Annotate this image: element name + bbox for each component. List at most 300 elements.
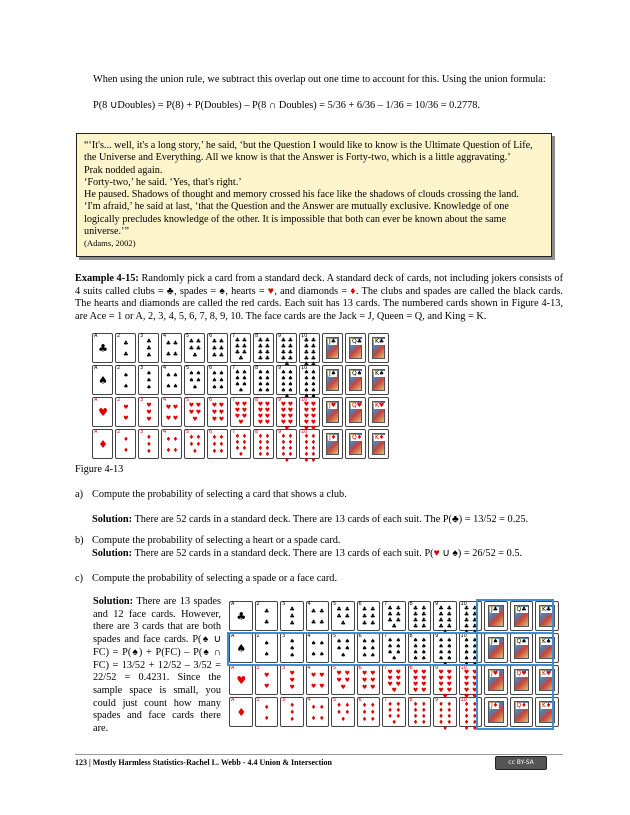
suit-pip: ♦ <box>241 439 248 446</box>
suit-pip: ♠ <box>98 374 108 387</box>
face-card-art <box>372 433 385 455</box>
face-card-art <box>514 637 530 659</box>
playing-card <box>306 601 330 631</box>
card-pips <box>303 370 317 392</box>
suit-pip: ♥ <box>241 401 248 408</box>
card-pips <box>259 670 276 692</box>
suit-pip: ♦ <box>280 451 287 458</box>
suit-pip: ♦ <box>257 433 264 440</box>
suit-pip: ♠ <box>257 369 264 376</box>
suit-pip: ♥ <box>303 407 310 414</box>
suit-pip: ♥ <box>195 401 202 409</box>
example-text: Randomly pick a card from a standard deck. A standard deck of cards, not including jokers consists of 4 suits called clubs = ♣, spades = ♠, hearts = <box>75 273 564 297</box>
suit-pip: ♠ <box>146 369 152 377</box>
suit-pip: ♣ <box>303 343 310 350</box>
card-rank: A <box>94 365 98 371</box>
suit-pip: ♥ <box>287 413 294 420</box>
card-pips <box>310 670 327 692</box>
question-label: c) <box>75 573 83 584</box>
card-rank: 5 <box>186 429 190 435</box>
suit-pip: ♠ <box>287 375 294 382</box>
card-pips <box>234 434 248 456</box>
suit-pip: ♦ <box>395 707 402 714</box>
question-label: b) <box>75 535 84 546</box>
suit-pip: ♠ <box>241 369 248 376</box>
suit-pip: ♠ <box>241 381 248 388</box>
playing-card <box>331 633 355 663</box>
card-rank: J♣ <box>329 338 337 345</box>
card-pips <box>142 370 156 392</box>
solution-text <box>92 513 562 526</box>
suit-pip: ♦ <box>446 719 453 726</box>
suit-pip: ♣ <box>412 611 419 618</box>
suit-pip: ♣ <box>361 605 368 613</box>
card-rank: 10 <box>460 601 467 607</box>
suit-pip: ♥ <box>218 416 225 424</box>
suit-pip: ♦ <box>421 713 427 720</box>
card-rank: 4 <box>163 333 167 339</box>
suit-pip: ♦ <box>146 440 152 448</box>
quote-line: ‘Forty-two,’ he said. ‘Yes, that's right.’ <box>84 176 242 188</box>
solution-body: There are 52 cards in a standard deck. There are 13 cards of each suit. P( <box>132 548 434 559</box>
face-card-art <box>539 701 555 723</box>
playing-card <box>138 397 159 427</box>
suit-pip: ♣ <box>172 339 179 347</box>
suit-pip: ♠ <box>257 381 264 388</box>
suit-pip: ♥ <box>146 416 152 424</box>
suit-pip: ♦ <box>310 703 317 711</box>
card-pips <box>257 370 271 392</box>
example-text: . The clubs and spades are called the black cards. The hearts and diamonds are called the red cards. Each suit has 13 cards. The numbered cards shown in Figure 4-13, are Ace = 1 or A, 2, 3, 4, 5, 6, 7, 8, 9, 10. The face cards are the Jack = J, Queen = Q, and King = K. <box>75 285 563 322</box>
suit-pip: ♠ <box>446 649 453 656</box>
card-rank: 10 <box>301 333 308 339</box>
card-rank: 4 <box>307 601 311 607</box>
suit-pip: ♥ <box>257 419 264 426</box>
card-pips <box>412 670 429 692</box>
suit-pip: ♠ <box>387 643 393 650</box>
card-rank: 3 <box>282 601 286 607</box>
card-rank: 2 <box>117 333 121 339</box>
suit-pip: ♦ <box>192 448 198 456</box>
playing-card <box>207 365 228 395</box>
suit-pip: ♥ <box>463 669 470 676</box>
playing-card <box>408 665 432 695</box>
card-rank: 7 <box>384 601 388 607</box>
suit-pip: ♦ <box>284 457 290 464</box>
suit-pip: ♠ <box>438 637 444 644</box>
suit-pip: ♥ <box>395 669 402 676</box>
face-card-art <box>488 701 504 723</box>
playing-card <box>408 633 432 663</box>
suit-pip: ♣ <box>241 349 248 356</box>
card-rank: 5 <box>333 633 337 639</box>
suit-pip: ♦ <box>344 701 351 709</box>
suit-pip: ♥ <box>257 407 264 414</box>
playing-card <box>408 601 432 631</box>
card-rank: K♣ <box>542 606 552 613</box>
card-rank: 2 <box>256 633 260 639</box>
suit-pip: ♣ <box>310 337 317 344</box>
face-card-art <box>539 637 555 659</box>
face-card-art <box>539 669 555 691</box>
suit-pip: ♦ <box>289 708 295 716</box>
suit-pip: ♥ <box>421 669 427 676</box>
suit-pip: ♠ <box>264 375 271 382</box>
card-pips <box>463 606 480 628</box>
card-rank: Q♦ <box>352 434 363 441</box>
suit-pip: ♠ <box>280 381 287 388</box>
suit-pip: ♠ <box>421 655 427 662</box>
suit-pip: ♣ <box>195 337 202 345</box>
card-rank: 10 <box>460 665 467 671</box>
suit-pip: ♠ <box>370 644 376 652</box>
suit-pip: ♠ <box>195 376 202 384</box>
suit-pip: ♥ <box>264 407 271 414</box>
playing-card <box>184 333 205 363</box>
suit-pip: ♠ <box>236 642 247 655</box>
suit-pip: ♠ <box>310 375 317 382</box>
playing-card <box>368 397 389 427</box>
suit-pip: ♥ <box>412 675 419 682</box>
playing-card <box>276 429 297 464</box>
suit-pip: ♥ <box>289 676 295 684</box>
suit-pip: ♦ <box>336 708 342 716</box>
suit-pip: ♥ <box>188 401 195 409</box>
card-pips <box>386 670 403 692</box>
suit-pip: ♣ <box>421 623 427 630</box>
suit-pip: ♠ <box>264 650 270 658</box>
suit-pip: ♣ <box>172 350 179 358</box>
suit-pip: ♦ <box>446 713 453 720</box>
card-rank: 4 <box>307 633 311 639</box>
suit-pip: ♥ <box>336 676 342 684</box>
suit-pip: ♦ <box>172 435 179 443</box>
suit-pip: ♠ <box>361 637 368 645</box>
playing-card <box>161 397 182 427</box>
suit-pip: ♥ <box>264 419 271 426</box>
suit-pip: ♥ <box>289 669 295 677</box>
card-rank: 9 <box>435 633 439 639</box>
suit-pip: ♣ <box>264 618 270 626</box>
suit-pip: ♦ <box>463 707 470 714</box>
suit-pip: ♦ <box>172 446 179 454</box>
playing-card <box>230 333 251 363</box>
playing-card <box>368 365 389 395</box>
suit-pip: ♣ <box>234 343 241 350</box>
card-rank: Q♣ <box>516 606 527 613</box>
suit-pip: ♠ <box>264 639 270 647</box>
quote-citation: (Adams, 2002) <box>84 238 136 249</box>
suit-pip: ♦ <box>438 713 444 720</box>
playing-card <box>276 397 297 427</box>
suit-pip: ♥ <box>387 675 393 682</box>
suit-pip: ♥ <box>310 413 317 420</box>
card-pips <box>119 434 133 456</box>
card-rank: 7 <box>232 429 236 435</box>
card-rank: 8 <box>409 697 413 703</box>
suit-pip: ♥ <box>289 684 295 692</box>
card-pips <box>211 402 225 424</box>
card-rank: 6 <box>358 665 362 671</box>
card-pips <box>310 606 327 628</box>
card-pips <box>310 638 327 660</box>
card-pips <box>437 701 454 732</box>
suit-pip: ♦ <box>195 440 202 448</box>
card-pips <box>119 370 133 392</box>
suit-pip: ♥ <box>211 401 218 409</box>
suit-pip: ♠ <box>165 382 172 390</box>
suit-pip: ♠ <box>438 649 444 656</box>
suit-pip: ♣ <box>310 618 317 626</box>
card-rank: 5 <box>333 665 337 671</box>
suit-pip: ♦ <box>303 445 310 452</box>
playing-card <box>331 601 355 631</box>
suit-pip: ♠ <box>238 387 244 394</box>
playing-card <box>229 697 253 727</box>
card-rank: 5 <box>333 601 337 607</box>
example-text: , and diamonds = <box>274 285 351 297</box>
card-rank: K♥ <box>375 402 385 409</box>
suit-pip: ♣ <box>438 617 444 624</box>
playing-card <box>322 397 343 427</box>
suit-pip: ♦ <box>303 451 310 458</box>
suit-pip: ♦ <box>310 457 317 464</box>
suit-pip: ♠ <box>412 655 419 662</box>
card-rank: Q♦ <box>516 702 527 709</box>
suit-pip: ♥ <box>172 403 179 411</box>
suit-pip: ♦ <box>421 701 427 708</box>
suit-pip: ♠ <box>472 649 478 656</box>
card-rank: 6 <box>209 365 213 371</box>
footer-divider <box>75 754 563 755</box>
playing-card <box>92 365 113 395</box>
playing-card <box>535 633 559 663</box>
suit-pip: ♦ <box>236 706 247 719</box>
suit-pip: ♦ <box>264 439 271 446</box>
face-card-art <box>326 401 339 423</box>
playing-card <box>382 697 406 727</box>
card-rank: 10 <box>301 397 308 403</box>
suit-pip: ♦ <box>344 708 351 716</box>
playing-card <box>280 665 304 695</box>
playing-card <box>484 601 508 631</box>
example-paragraph <box>75 273 563 323</box>
card-pips <box>284 638 301 660</box>
suit-pip: ♣ <box>412 617 419 624</box>
suit-pip: ♥ <box>344 669 351 677</box>
suit-pip: ♣ <box>238 355 244 362</box>
suit-pip: ♣ <box>472 611 478 618</box>
suit-pip: ♠ <box>280 375 287 382</box>
suit-pip: ♠ <box>472 655 478 662</box>
suit-pip: ♦ <box>165 435 172 443</box>
card-rank: 8 <box>255 397 259 403</box>
suit-pip: ♣ <box>391 623 397 630</box>
card-pips <box>280 433 294 464</box>
suit-pip: ♦ <box>234 433 241 440</box>
suit-pip: ♣ <box>218 352 225 360</box>
suit-pip: ♣ <box>165 350 172 358</box>
card-rank: A <box>94 333 98 339</box>
card-pips <box>259 638 276 660</box>
playing-card <box>306 665 330 695</box>
card-rank: 6 <box>209 397 213 403</box>
suit-pip: ♦ <box>303 433 310 440</box>
figure-caption: Figure 4-13 <box>75 464 124 475</box>
card-rank: 5 <box>333 697 337 703</box>
card-pips <box>257 402 271 424</box>
card-rank: 10 <box>301 429 308 435</box>
suit-pip: ♥ <box>370 684 376 692</box>
suit-pip: ♦ <box>195 433 202 441</box>
suit-pip: ♣ <box>387 617 393 624</box>
suit-pip: ♣ <box>336 612 342 620</box>
card-pips <box>165 370 179 392</box>
suit-pip: ♦ <box>280 445 287 452</box>
suit-pip: ♠ <box>421 643 427 650</box>
suit-pip: ♣ <box>395 605 402 612</box>
suit-pip: ♥ <box>303 413 310 420</box>
suit-pip: ♦ <box>188 440 195 448</box>
suit-pip: ♠ <box>303 369 310 376</box>
card-rank: 7 <box>232 365 236 371</box>
suit-pip: ♦ <box>287 433 294 440</box>
playing-card <box>280 633 304 663</box>
suit-pip: ♣ <box>264 349 271 356</box>
suit-pip: ♥ <box>370 676 376 684</box>
suit-pip: ♦ <box>395 701 402 708</box>
suit-pip: ♣ <box>438 611 444 618</box>
card-rank: 4 <box>163 397 167 403</box>
playing-card <box>357 601 381 631</box>
card-pips <box>188 434 202 456</box>
suit-pip: ♦ <box>234 445 241 452</box>
suit-pip: ♠ <box>289 637 295 645</box>
card-pips <box>437 638 454 660</box>
card-pips <box>119 402 133 424</box>
suit-pip: ♠ <box>361 652 368 660</box>
suit-pip: ♥ <box>361 669 368 677</box>
card-pips <box>361 670 378 692</box>
card-rank: 7 <box>384 633 388 639</box>
face-card-art <box>514 701 530 723</box>
playing-card <box>230 365 251 395</box>
suit-pip: ♦ <box>146 433 152 441</box>
suit-pip: ♦ <box>438 719 444 726</box>
card-pips <box>211 370 225 392</box>
suit-pip: ♠ <box>211 369 218 377</box>
suit-pip: ♥ <box>123 414 129 422</box>
suit-pip: ♣ <box>287 343 294 350</box>
card-rank: 2 <box>256 697 260 703</box>
suit-pip: ♥ <box>280 413 287 420</box>
suit-pip: ♦ <box>438 707 444 714</box>
suit-pip: ♣ <box>463 611 470 618</box>
card-pips <box>142 402 156 424</box>
playing-card <box>484 697 508 727</box>
playing-card <box>322 333 343 363</box>
suit-pip: ♥ <box>310 682 317 690</box>
playing-card <box>255 697 279 727</box>
suit-pip: ♣ <box>287 355 294 362</box>
solution-body: There are 13 spades and 12 face cards. However, there are 3 cards that are both spades and face cards. P(♠ ∪ FC) = P(♠) + P(FC) – P(♠ ∩ FC) = 13/52 + 12/52 – 3/52 = 22/52 = 0.4231. Since the sample space is small, you could just count how many spades and face cards there are. <box>93 596 221 735</box>
suit-pip: ♣ <box>257 349 264 356</box>
suit-pip: ♠ <box>412 637 419 644</box>
card-rank: 3 <box>282 665 286 671</box>
suit-pip: ♥ <box>387 681 393 688</box>
suit-pip: ♣ <box>310 343 317 350</box>
playing-card <box>92 333 113 363</box>
card-pips <box>412 606 429 628</box>
suit-pip: ♦ <box>264 714 270 722</box>
quote-line: He paused. Shadows of thought and memory crossed his face like the shadows of clouds crossing the land. <box>84 189 519 201</box>
card-rank: J♦ <box>329 434 337 441</box>
playing-card <box>510 633 534 663</box>
suit-pip: ♥ <box>319 682 325 690</box>
card-pips <box>412 702 429 724</box>
suit-pip: ♥ <box>264 671 270 679</box>
suit-pip: ♦ <box>218 448 225 456</box>
card-rank: 9 <box>435 697 439 703</box>
suit-pip: ♠ <box>287 369 294 376</box>
suit-pip: ♣ <box>123 350 129 358</box>
suit-pip: ♣ <box>421 605 427 612</box>
card-deck-highlighted <box>229 601 559 732</box>
suit-pip: ♥ <box>438 687 444 694</box>
suit-pip: ♣ <box>310 349 317 356</box>
card-pips <box>188 370 202 392</box>
suit-pip: ♦ <box>412 701 419 708</box>
suit-pip: ♣ <box>472 617 478 624</box>
playing-card <box>368 333 389 363</box>
suit-pip: ♥ <box>421 675 427 682</box>
suit-pip: ♥ <box>412 669 419 676</box>
playing-card <box>299 365 320 395</box>
suit-pip: ♥ <box>234 401 241 408</box>
playing-card <box>357 633 381 663</box>
suit-pip: ♦ <box>387 707 393 714</box>
suit-pip: ♥ <box>438 681 444 688</box>
suit-pip: ♣ <box>361 620 368 628</box>
suit-pip: ♥ <box>264 413 271 420</box>
quote-line: universe.’” <box>84 226 129 238</box>
card-pips <box>335 702 352 724</box>
card-rank: K♠ <box>375 370 385 377</box>
suit-pip: ♥ <box>472 687 478 694</box>
card-rank: K♣ <box>375 338 385 345</box>
suit-pip: ♠ <box>472 637 478 644</box>
card-rank: Q♣ <box>352 338 363 345</box>
playing-card <box>207 397 228 427</box>
suit-pip: ♠ <box>280 387 287 394</box>
suit-pip: ♦ <box>340 716 346 724</box>
suit-pip: ♠ <box>310 650 317 658</box>
card-pips <box>96 434 110 456</box>
card-rank: J♠ <box>491 638 499 645</box>
suit-pip: ♣ <box>310 355 317 362</box>
suit-pip: ♠ <box>241 375 248 382</box>
suit-pip: ♠ <box>463 643 470 650</box>
card-pips <box>119 338 133 360</box>
playing-card <box>433 601 457 631</box>
suit-pip: ♣ <box>319 618 325 626</box>
card-rank: 4 <box>307 697 311 703</box>
card-pips <box>463 670 480 692</box>
suit-pip: ♣ <box>218 337 225 345</box>
solution-label: Solution: <box>93 596 134 607</box>
suit-pip: ♣ <box>289 605 295 613</box>
playing-card <box>92 397 113 427</box>
